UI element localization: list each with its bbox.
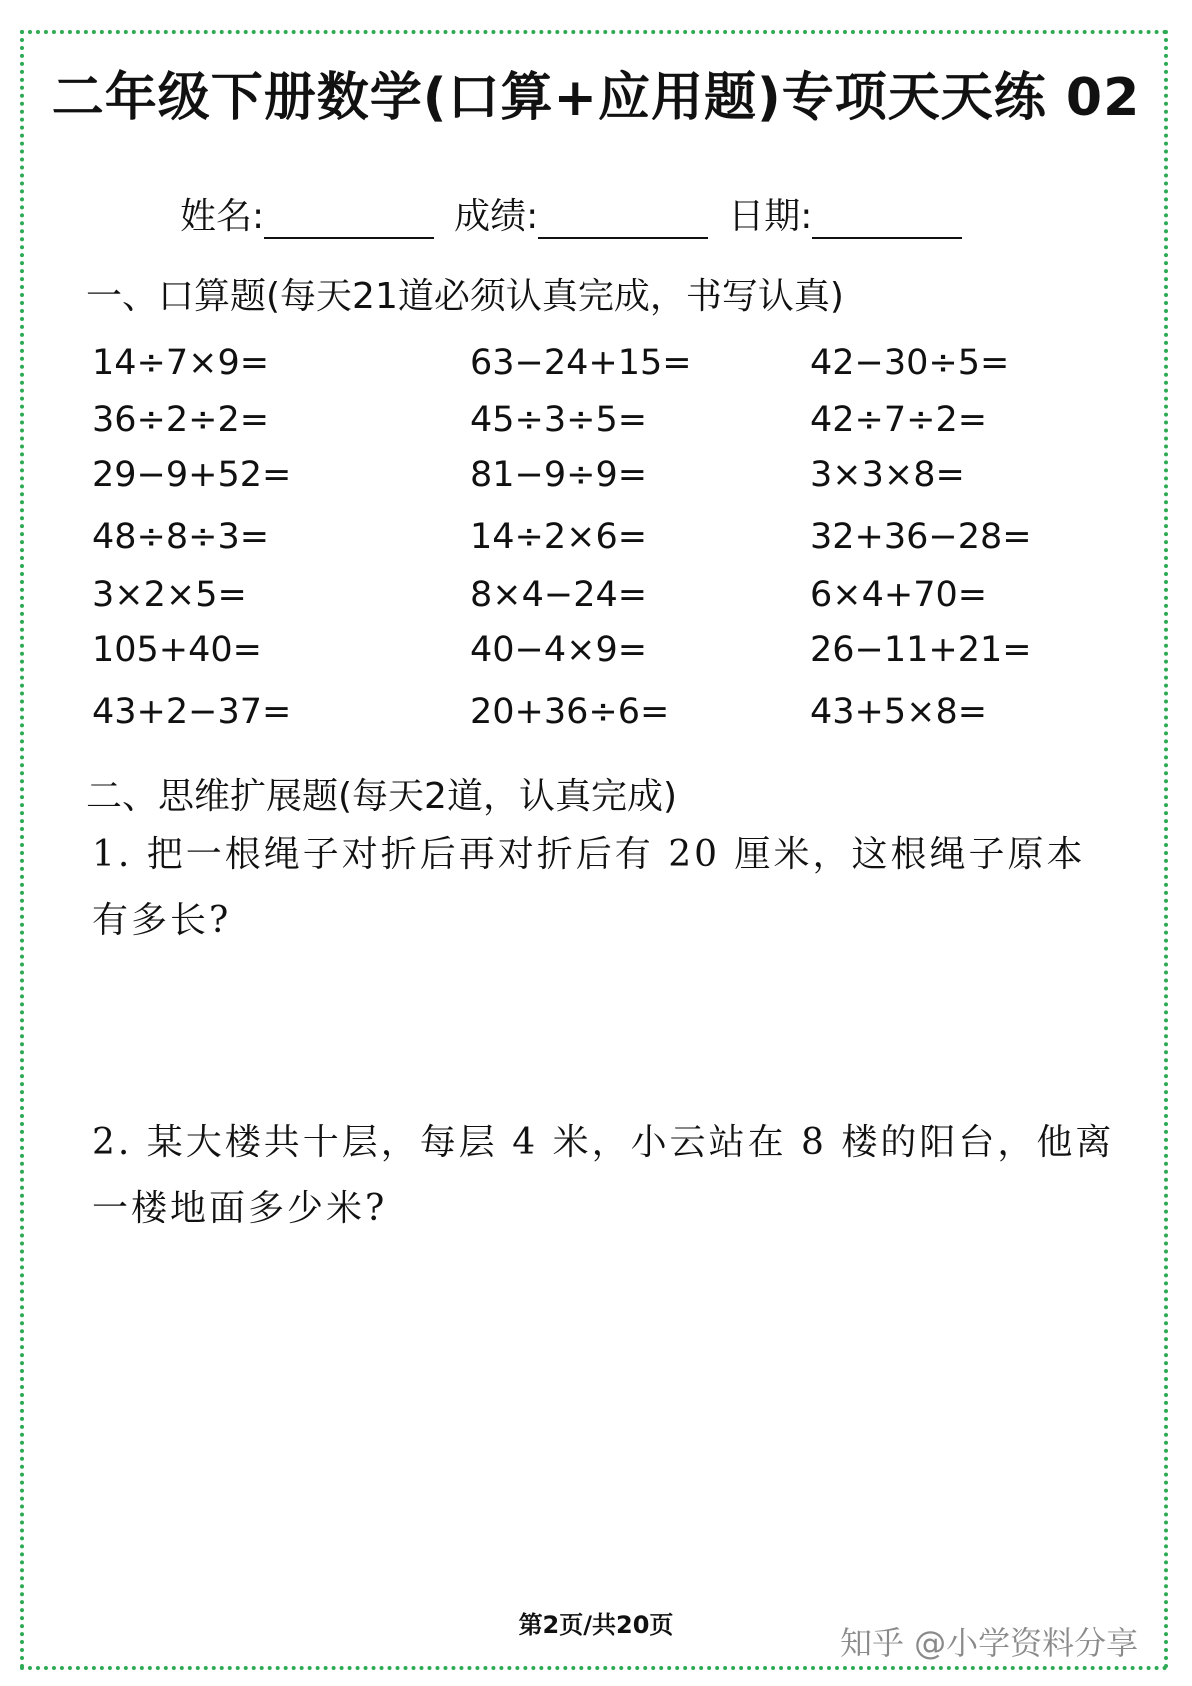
- calc-item: 43+5×8=: [810, 692, 988, 732]
- score-label: 成绩:: [454, 196, 539, 237]
- section1-heading: 一、口算题(每天21道必须认真完成，书写认真): [86, 276, 844, 317]
- page-title: 二年级下册数学(口算+应用题)专项天天练 02: [51, 68, 1141, 128]
- calc-item: 81−9÷9=: [470, 455, 648, 495]
- page-number: 第2页/共20页: [518, 1611, 674, 1639]
- name-blank[interactable]: [264, 203, 434, 239]
- calc-item: 3×2×5=: [92, 575, 247, 615]
- calc-item: 8×4−24=: [470, 575, 648, 615]
- calc-item: 6×4+70=: [810, 575, 988, 615]
- calc-item: 36÷2÷2=: [92, 400, 270, 440]
- calc-item: 40−4×9=: [470, 630, 648, 670]
- calc-item: 29−9+52=: [92, 455, 292, 495]
- calc-item: 63−24+15=: [470, 343, 692, 383]
- calc-item: 14÷2×6=: [470, 517, 648, 557]
- calc-item: 20+36÷6=: [470, 692, 670, 732]
- calc-item: 45÷3÷5=: [470, 400, 648, 440]
- calc-item: 26−11+21=: [810, 630, 1032, 670]
- calc-item: 42−30÷5=: [810, 343, 1010, 383]
- problem-1: 1. 把一根绳子对折后再对折后有 20 厘米，这根绳子原本有多长?: [92, 834, 1086, 941]
- score-field: [454, 188, 708, 239]
- student-info: [180, 188, 982, 239]
- name-field: [180, 188, 434, 239]
- calc-item: 42÷7÷2=: [810, 400, 988, 440]
- calc-item: 14÷7×9=: [92, 343, 270, 383]
- calc-item: 43+2−37=: [92, 692, 292, 732]
- date-field: [728, 188, 962, 239]
- calc-item: 48÷8÷3=: [92, 517, 270, 557]
- problem-2: 2. 某大楼共十层，每层 4 米，小云站在 8 楼的阳台，他离一楼地面多少米?: [92, 1122, 1115, 1229]
- calc-item: 32+36−28=: [810, 517, 1032, 557]
- score-blank[interactable]: [538, 203, 708, 239]
- section2-heading: 二、思维扩展题(每天2道，认真完成): [86, 776, 677, 817]
- date-blank[interactable]: [812, 203, 962, 239]
- date-label: 日期:: [728, 196, 813, 237]
- watermark: 知乎 @小学资料分享: [840, 1624, 1139, 1662]
- calc-item: 105+40=: [92, 630, 262, 670]
- calc-item: 3×3×8=: [810, 455, 965, 495]
- name-label: 姓名:: [180, 196, 265, 237]
